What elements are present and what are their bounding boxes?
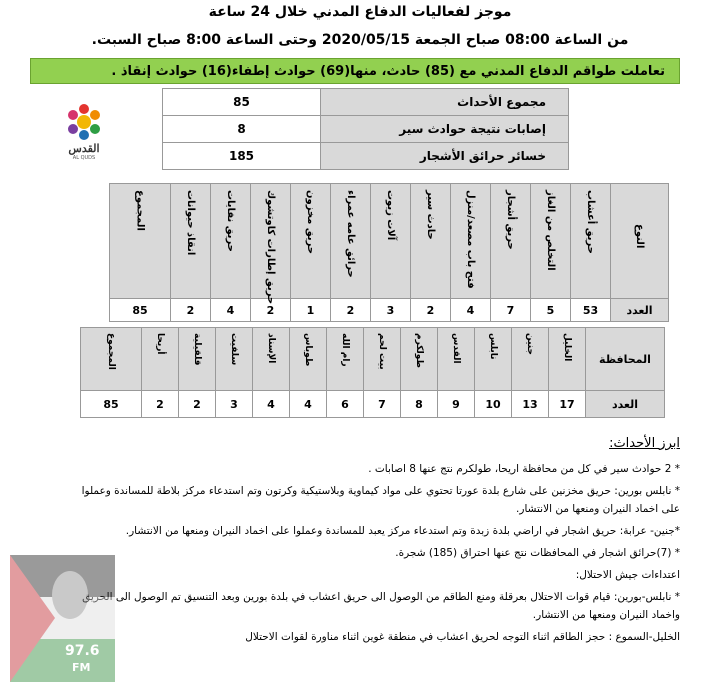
summary-banner: تعاملت طواقم الدفاع المدني مع (85) حادث، منها(69) حوادث إطفاء(16) حوادث إنقاذ . [30, 58, 680, 84]
gov-count-total: 85 [81, 391, 142, 418]
highlight-item: * نابلس بورين: حريق مخزنين على شارع بلدة عورتا تحتوي على مواد كيماوية وبلاستيكية وكرتون وتم استدعاء مركز بلاطة للمساندة وعملوا على اخماد النيران ومنعها من الانتشار. [81, 485, 680, 515]
frequency-text: 97.6 [65, 643, 100, 659]
logo-subtitle: AL QUDS [72, 155, 96, 161]
summary-value: 185 [163, 143, 321, 170]
incident-types-table [109, 183, 669, 322]
gov-header: الخليل [549, 328, 586, 391]
type-count: 2 [331, 299, 371, 322]
quds-logo [52, 103, 116, 173]
gov-header-row [81, 328, 665, 391]
highlight-item: * نابلس-بورين: قيام قوات الاحتلال بعرقلة ومنع الطاقم من الوصول الى حريق اعشاب في بلدة بورين وبعد التنسيق تم الوصول الى الحريق واخماد النيران ومنعها من الانتشار. [82, 591, 680, 621]
logo-name: القدس [68, 142, 100, 155]
gov-header: بيت لحم [364, 328, 401, 391]
type-header: فتح باب مصعد/منزل [451, 184, 491, 299]
gov-header: رام الله [327, 328, 364, 391]
gov-header: سلفيت [216, 328, 253, 391]
types-header-label: النوع [611, 184, 669, 299]
band-text: FM [72, 661, 91, 674]
type-header: حريق مخزون [291, 184, 331, 299]
summary-row [163, 89, 569, 116]
type-count: 3 [371, 299, 411, 322]
microphone-fist-icon [10, 555, 115, 682]
highlights-list [60, 460, 680, 650]
type-count: 5 [531, 299, 571, 322]
type-header: حرائق عامه عمراء [331, 184, 371, 299]
type-count: 2 [251, 299, 291, 322]
type-count: 53 [571, 299, 611, 322]
gov-header: طوباس [290, 328, 327, 391]
types-count-row [110, 299, 669, 322]
gov-count: 10 [475, 391, 512, 418]
gov-header: أريحا [142, 328, 179, 391]
type-count: 4 [211, 299, 251, 322]
gov-count: 4 [253, 391, 290, 418]
gov-header: نابلس [475, 328, 512, 391]
types-count-label: العدد [611, 299, 669, 322]
occupation-title: اعتداءات جيش الاحتلال: [575, 569, 680, 581]
highlight-item: * 2 حوادث سير في كل من محافظة اريحا، طولكرم نتج عنها 8 اصابات . [368, 463, 680, 475]
radio-watermark [10, 555, 115, 682]
type-count: 2 [171, 299, 211, 322]
gov-count: 13 [512, 391, 549, 418]
type-count: 4 [451, 299, 491, 322]
type-count-total: 85 [110, 299, 171, 322]
gov-count: 7 [364, 391, 401, 418]
summary-row [163, 143, 569, 170]
gov-count: 3 [216, 391, 253, 418]
gov-count: 4 [290, 391, 327, 418]
governorates-table [80, 327, 665, 418]
gov-count-row [81, 391, 665, 418]
summary-row [163, 116, 569, 143]
summary-value: 8 [163, 116, 321, 143]
gov-header: قلقيلية [179, 328, 216, 391]
logo-emblem-icon [64, 103, 104, 141]
highlight-item: الخليل-السموع : حجز الطاقم اثناء التوجه لحريق اعشاب في منطقة غوين اثناء مناورة لقوات الاحتلال [245, 631, 680, 643]
gov-count: 2 [179, 391, 216, 418]
type-count: 1 [291, 299, 331, 322]
type-header: حريق أعشاب [571, 184, 611, 299]
type-header: آلات زيوت [371, 184, 411, 299]
type-header: حريق إطارات كاوتشوك [251, 184, 291, 299]
type-header: انقاذ حيوانات [171, 184, 211, 299]
report-title: موجز لفعاليات الدفاع المدني خلال 24 ساعة [208, 4, 512, 20]
report-period: من الساعة 08:00 صباح الجمعة 2020/05/15 وحتى الساعة 8:00 صباح السبت. [91, 32, 629, 48]
type-header: حادث سير [411, 184, 451, 299]
type-header-total: المجموع [110, 184, 171, 299]
type-header: التخلص من الغاز [531, 184, 571, 299]
gov-header-total: المجموع [81, 328, 142, 391]
gov-count: 9 [438, 391, 475, 418]
gov-header: طولكرم [401, 328, 438, 391]
summary-label: مجموع الأحداث [321, 89, 569, 116]
gov-header: جنين [512, 328, 549, 391]
gov-header: الإسناد [253, 328, 290, 391]
types-header-row [110, 184, 669, 299]
gov-count: 6 [327, 391, 364, 418]
gov-count: 17 [549, 391, 586, 418]
summary-value: 85 [163, 89, 321, 116]
highlight-item: *جنين- عرابة: حريق اشجار في اراضي بلدة زبدة وتم استدعاء مركز يعبد للمساندة وعملوا على اخماد النيران ومنعها من الانتشار. [125, 525, 680, 537]
type-header: حريق نفايات [211, 184, 251, 299]
summary-table [162, 88, 569, 170]
gov-count-label: العدد [586, 391, 665, 418]
type-count: 2 [411, 299, 451, 322]
highlights-title: ابرز الأحداث: [609, 436, 680, 451]
highlight-item: * (7)حرائق اشجار في المحافظات نتج عنها احتراق (185) شجرة. [395, 547, 680, 559]
gov-count: 8 [401, 391, 438, 418]
gov-header: القدس [438, 328, 475, 391]
gov-header-label: المحافظة [586, 328, 665, 391]
summary-label: خسائر حرائق الأشجار [321, 143, 569, 170]
summary-label: إصابات نتيجة حوادث سير [321, 116, 569, 143]
gov-count: 2 [142, 391, 179, 418]
type-count: 7 [491, 299, 531, 322]
type-header: حريق أشجار [491, 184, 531, 299]
